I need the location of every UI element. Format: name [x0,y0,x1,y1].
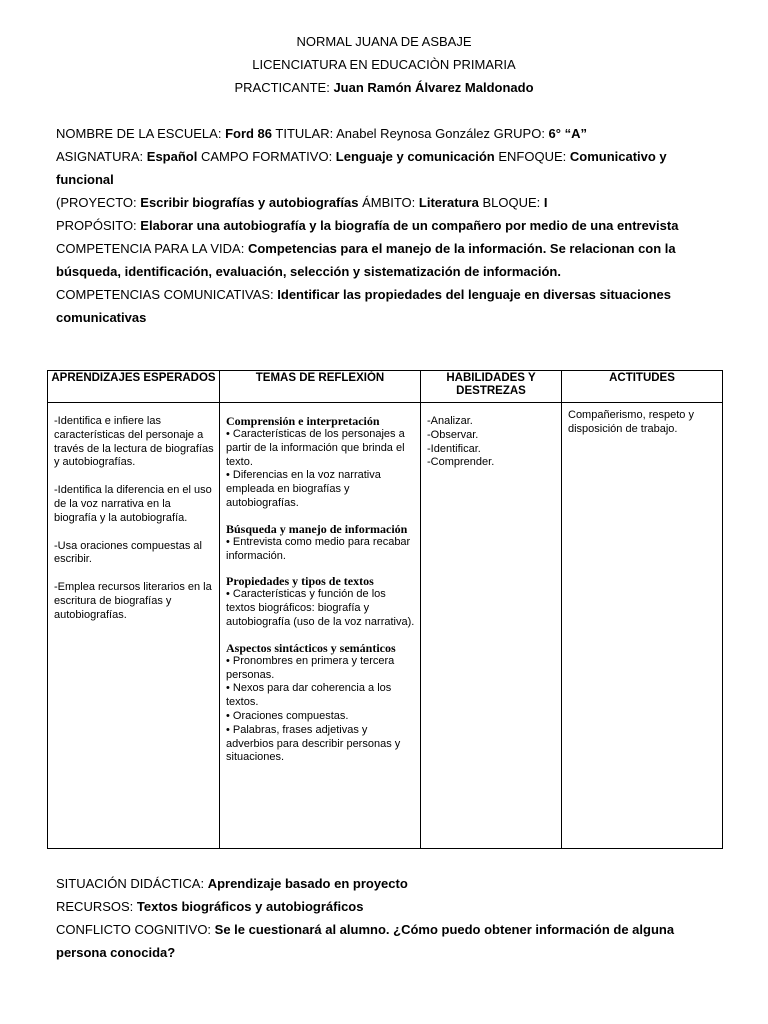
competencia-value: Competencias para el manejo de la información. Se relacionan con la búsqueda, identificación, evaluación, selección y sistematización de información. [56,241,676,279]
list-item: • Características y función de los textos biográficos: biografía y autobiografía (uso de la voz narrativa). [226,588,415,628]
situation-line [56,872,716,895]
situacion-label: SITUACIÓN DIDÁCTICA: [56,876,208,891]
list-item: -Identifica la diferencia en el uso de la voz narrativa en la biografía y la autobiografía. [54,484,212,524]
actitudes-text: Compañerismo, respeto y disposición de trabajo. [568,409,694,435]
tema-section [226,642,415,765]
list-item: -Emplea recursos literarios en la escritura de biografías y autobiografías. [54,581,212,621]
list-item: -Identificar. [427,442,481,455]
practicante-name: Juan Ramón Álvarez Maldonado [333,80,534,95]
bloque-label: BLOQUE: [478,195,544,210]
list-item: • Nexos para dar coherencia a los textos. [226,682,392,709]
header-aprendizajes: APRENDIZAJES ESPERADOS [48,371,220,403]
table-row [48,403,723,849]
list-item: • Pronombres en primera y tercera personas. [226,654,395,681]
conflicto-label: CONFLICTO COGNITIVO: [56,922,215,937]
situacion-value: Aprendizaje basado en proyecto [207,876,408,891]
proposito-label: PROPÓSITO: [56,218,141,233]
titular-label: TITULAR: [272,126,337,141]
list-item: -Usa oraciones compuestas al escribir. [54,539,202,566]
tema-title: Aspectos sintácticos y semánticos [226,640,396,655]
list-item: -Observar. [427,428,479,441]
campo-value: Lenguaje y comunicación [335,149,495,164]
actitudes-cell [562,403,723,849]
campo-label: CAMPO FORMATIVO: [197,149,336,164]
tema-title: Propiedades y tipos de textos [226,574,374,589]
tema-title: Comprensión e interpretación [226,414,380,428]
competence-line [56,237,716,283]
conflicto-value: Se le cuestionará al alumno. ¿Cómo puedo obtener información de alguna persona conocida? [56,922,675,960]
document-header [0,30,768,99]
ambito-value: Literatura [418,195,479,210]
table-header-row [48,371,723,403]
comunicativas-label: COMPETENCIAS COMUNICATIVAS: [56,287,278,302]
bloque-value: I [543,195,548,210]
proposito-value: Elaborar una autobiografía y la biografía de un compañero por medio de una entrevista [140,218,679,233]
ambito-label: ÁMBITO: [358,195,419,210]
list-item: -Comprender. [427,456,495,469]
list-item: -Identifica e infiere las características del personaje a través de la lectura de biografías y autobiografías. [54,415,214,469]
proyecto-value: Escribir biografías y autobiografías [140,195,359,210]
recursos-value: Textos biográficos y autobiográficos [136,899,364,914]
subject-line [56,145,716,191]
tema-section [226,575,415,629]
planning-table [47,370,723,849]
degree-name: LICENCIATURA EN EDUCACIÒN PRIMARIA [252,57,516,72]
habilidades-cell [421,403,562,849]
conflict-line [56,918,716,964]
enfoque-value: Comunicativo y funcional [56,149,667,187]
header-temas: TEMAS DE REFLEXIÓN [220,371,421,403]
asignatura-label: ASIGNATURA: [56,149,147,164]
titular-value: Anabel Reynosa González [336,126,491,141]
tema-section [226,523,415,564]
list-item: • Diferencias en la voz narrativa empleada en biografías y autobiografías. [226,469,381,509]
practicante-label: PRACTICANTE: [234,80,334,95]
escuela-value: Ford 86 [225,126,273,141]
list-item: • Características de los personajes a partir de la información que brinda el texto. [226,428,405,468]
proyecto-label: (PROYECTO: [56,195,141,210]
enfoque-label: ENFOQUE: [494,149,570,164]
list-item: • Entrevista como medio para recabar información. [226,535,411,562]
project-line [56,191,716,214]
tema-title: Búsqueda y manejo de información [226,521,408,536]
grupo-label: GRUPO: [490,126,549,141]
didactic-info [56,872,716,964]
list-item: -Analizar. [427,415,473,427]
practicante-line [0,76,768,99]
grupo-value: 6° “A” [548,126,587,141]
escuela-label: NOMBRE DE LA ESCUELA: [56,126,226,141]
header-habilidades: HABILIDADES Y DESTREZAS [421,371,562,403]
school-line [56,122,716,145]
temas-cell [220,403,421,849]
communicative-line [56,283,716,329]
tema-section [226,415,415,511]
list-item: • Oraciones compuestas. [226,709,349,722]
aprendizajes-cell [48,403,220,849]
comunicativas-value: Identificar las propiedades del lenguaje en diversas situaciones comunicativas [56,287,672,325]
header-actitudes: ACTITUDES [562,371,723,403]
institution-name: NORMAL JUANA DE ASBAJE [296,34,472,49]
resources-line [56,895,716,918]
lesson-info [56,122,716,329]
recursos-label: RECURSOS: [56,899,137,914]
purpose-line [56,214,716,237]
list-item: • Palabras, frases adjetivas y adverbios para describir personas y situaciones. [226,723,401,764]
competencia-label: COMPETENCIA PARA LA VIDA: [56,241,248,256]
asignatura-value: Español [146,149,198,164]
